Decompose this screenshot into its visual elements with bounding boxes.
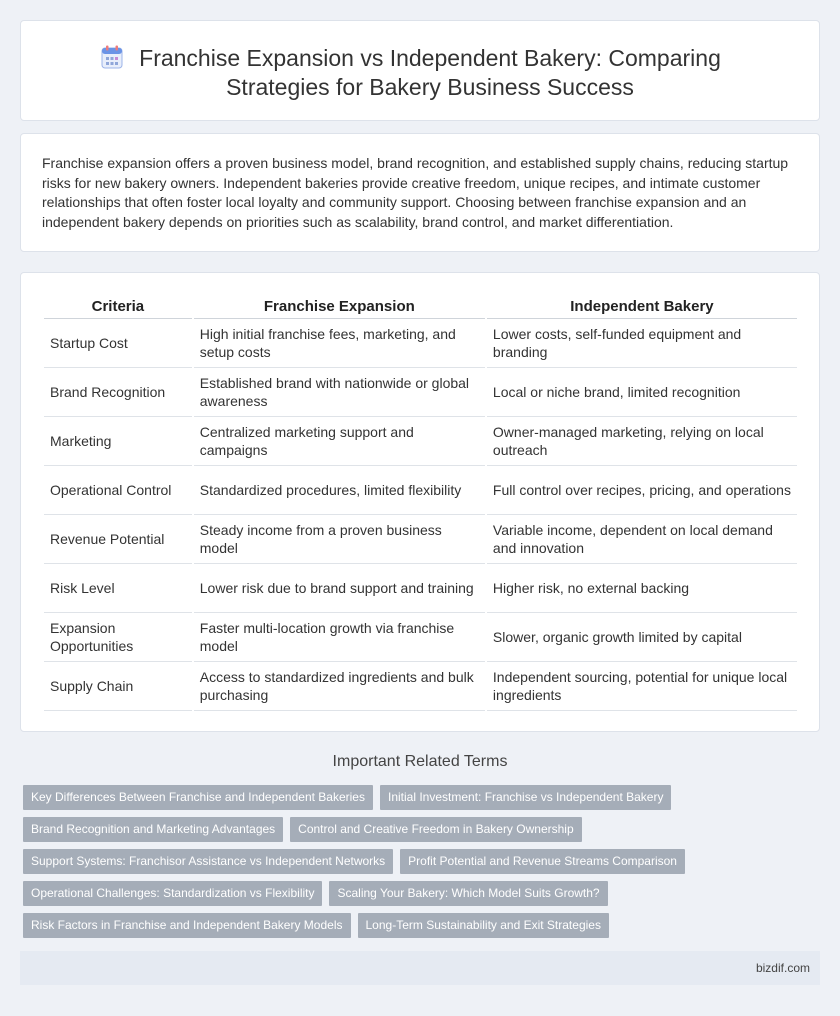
related-term-tag[interactable]: Profit Potential and Revenue Streams Comparison [400, 849, 685, 874]
related-term-tag[interactable]: Control and Creative Freedom in Bakery Ownership [290, 817, 581, 842]
page-title: Franchise Expansion vs Independent Bakery: Comparing Strategies for Bakery Business Success [139, 45, 721, 100]
criteria-cell: Startup Cost [44, 319, 192, 368]
table-row [44, 564, 797, 613]
table-row [44, 368, 797, 417]
table-header-row [44, 295, 797, 319]
related-term-tag[interactable]: Support Systems: Franchisor Assistance vs Independent Networks [23, 849, 393, 874]
criteria-cell: Supply Chain [44, 662, 192, 711]
related-terms-heading: Important Related Terms [332, 753, 508, 770]
criteria-cell: Risk Level [44, 564, 192, 613]
independent-cell: Full control over recipes, pricing, and operations [487, 466, 797, 515]
related-term-tag[interactable]: Initial Investment: Franchise vs Independent Bakery [380, 785, 671, 810]
comparison-card [20, 272, 820, 732]
criteria-cell: Operational Control [44, 466, 192, 515]
related-term-tag[interactable]: Scaling Your Bakery: Which Model Suits Growth? [329, 881, 607, 906]
intro-paragraph: Franchise expansion offers a proven business model, brand recognition, and established supply chains, reducing startup risks for new bakery owners. Independent bakeries provide creative freedom, unique recipes, and intimate customer relationships that often foster local loyalty and community support. Choosing between franchise expansion and an independent bakery depends on priorities such as scalability, brand control, and market differentiation. [42, 155, 789, 230]
table-row [44, 662, 797, 711]
franchise-cell: High initial franchise fees, marketing, and setup costs [194, 319, 485, 368]
independent-cell: Variable income, dependent on local demand and innovation [487, 515, 797, 564]
criteria-cell: Brand Recognition [44, 368, 192, 417]
related-term-tag[interactable]: Key Differences Between Franchise and Independent Bakeries [23, 785, 373, 810]
franchise-cell: Lower risk due to brand support and training [194, 564, 485, 613]
header-franchise: Franchise Expansion [194, 295, 485, 319]
independent-cell: Independent sourcing, potential for unique local ingredients [487, 662, 797, 711]
criteria-cell: Expansion Opportunities [44, 613, 192, 662]
independent-cell: Owner-managed marketing, relying on local outreach [487, 417, 797, 466]
header-criteria: Criteria [44, 295, 192, 319]
related-term-tag[interactable]: Risk Factors in Franchise and Independent Bakery Models [23, 913, 351, 938]
related-term-tag[interactable]: Operational Challenges: Standardization vs Flexibility [23, 881, 322, 906]
franchise-cell: Access to standardized ingredients and bulk purchasing [194, 662, 485, 711]
table-row [44, 613, 797, 662]
related-term-tag[interactable]: Long-Term Sustainability and Exit Strategies [358, 913, 609, 938]
independent-cell: Slower, organic growth limited by capital [487, 613, 797, 662]
related-term-tag[interactable]: Brand Recognition and Marketing Advantages [23, 817, 283, 842]
independent-cell: Higher risk, no external backing [487, 564, 797, 613]
criteria-cell: Revenue Potential [44, 515, 192, 564]
franchise-cell: Steady income from a proven business model [194, 515, 485, 564]
franchise-cell: Centralized marketing support and campaigns [194, 417, 485, 466]
title-card [20, 20, 820, 121]
comparison-table [42, 295, 799, 711]
footer-site-link[interactable]: bizdif.com [755, 961, 810, 975]
related-terms-list [23, 785, 713, 945]
franchise-cell: Established brand with nationwide or global awareness [194, 368, 485, 417]
independent-cell: Local or niche brand, limited recognition [487, 368, 797, 417]
franchise-cell: Standardized procedures, limited flexibility [194, 466, 485, 515]
criteria-cell: Marketing [44, 417, 192, 466]
table-row [44, 319, 797, 368]
intro-card [20, 133, 820, 252]
franchise-cell: Faster multi-location growth via franchise model [194, 613, 485, 662]
table-row [44, 466, 797, 515]
independent-cell: Lower costs, self-funded equipment and branding [487, 319, 797, 368]
table-row [44, 515, 797, 564]
header-independent: Independent Bakery [487, 295, 797, 319]
footer [20, 951, 820, 985]
table-row [44, 417, 797, 466]
